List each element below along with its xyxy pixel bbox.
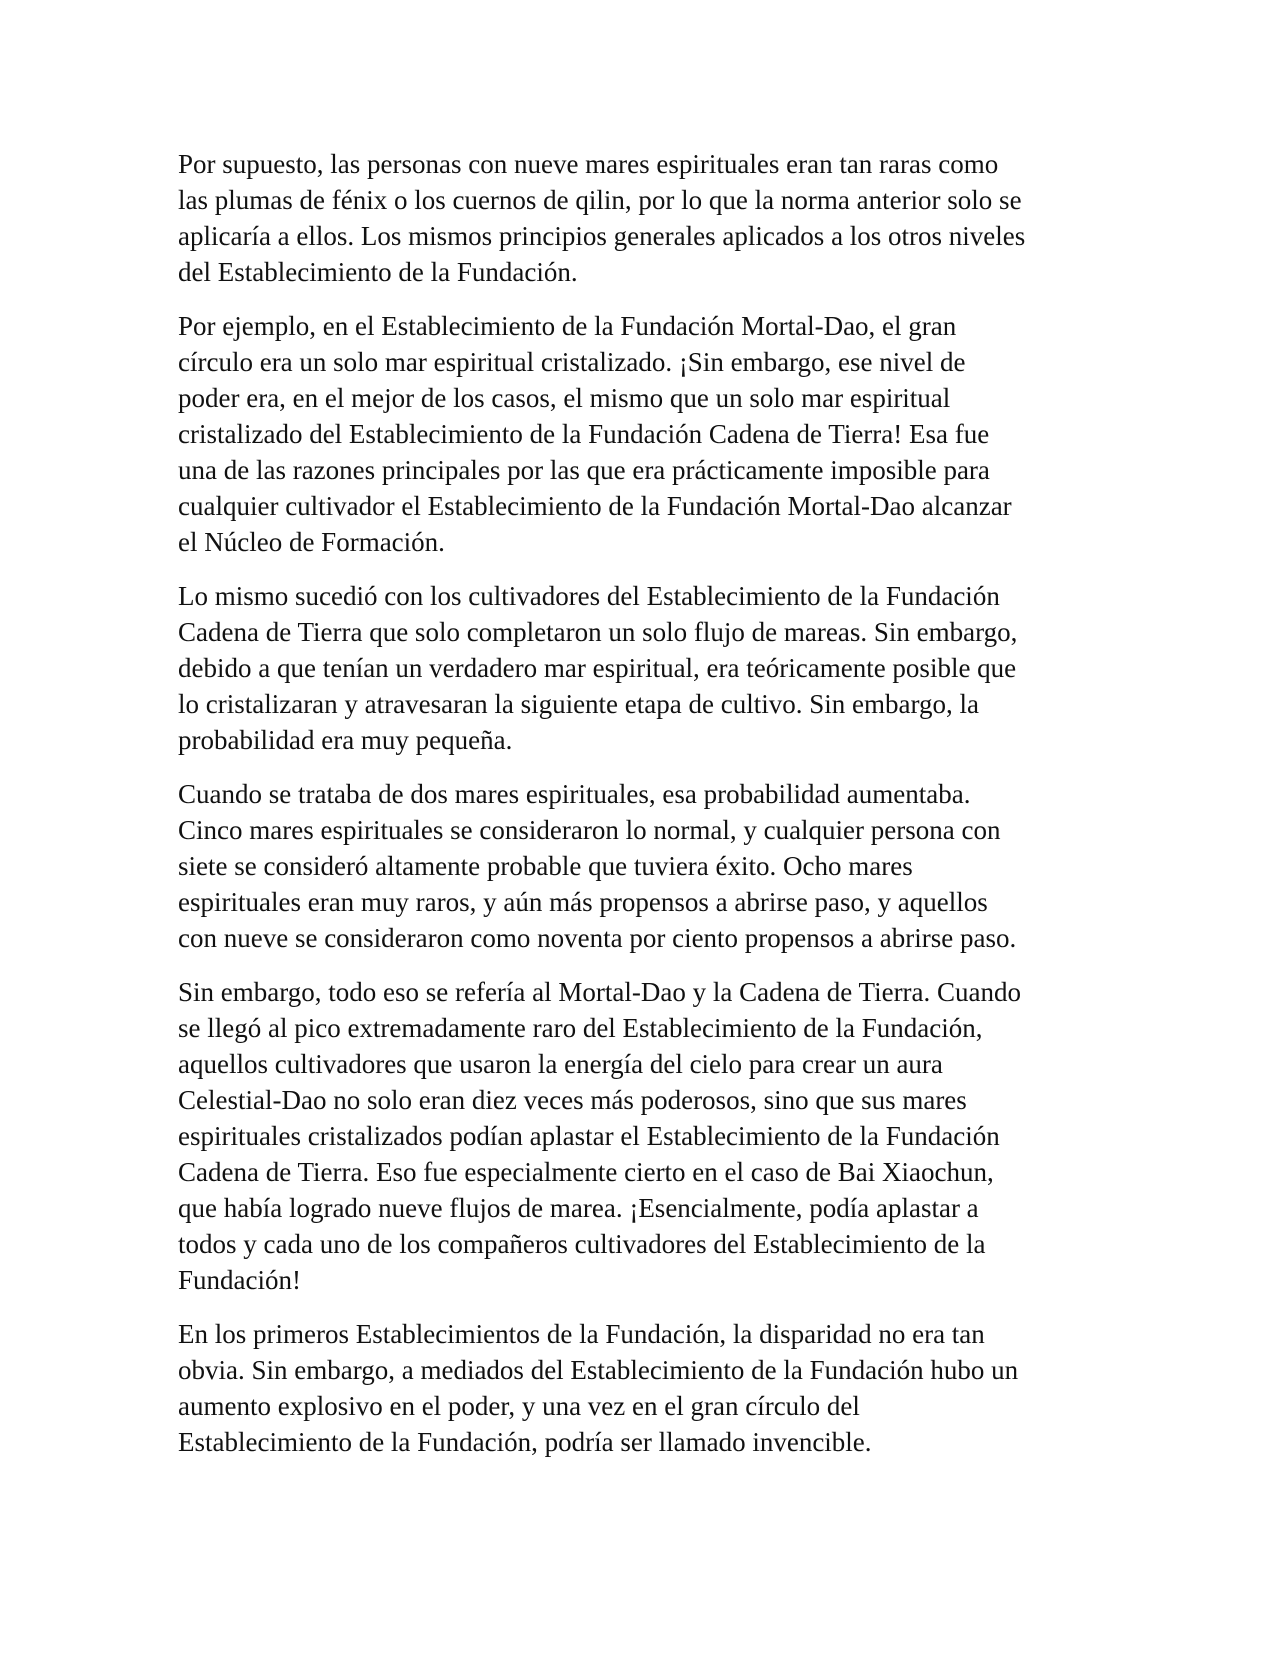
paragraph: Sin embargo, todo eso se refería al Mortal-Dao y la Cadena de Tierra. Cuando se llegó al pico extremadamente raro del Establecimiento de la Fundación, aquellos cultivadores que usaron la energía del cielo para crear un aura Celestial-Dao no solo eran diez veces más poderosos, sino que sus mares espirituales cristalizados podían aplastar el Establecimiento de la Fundación Cadena de Tierra. Eso fue especialmente cierto en el caso de Bai Xiaochun, que había logrado nueve flujos de marea. ¡Esencialmente, podía aplastar a todos y cada uno de los compañeros cultivadores del Establecimiento de la Fundación! [178,977,1022,1295]
paragraph: En los primeros Establecimientos de la Fundación, la disparidad no era tan obvia. Sin embargo, a mediados del Establecimiento de la Fundación hubo un aumento explosivo en el poder, y una vez en el gran círculo del Establecimiento de la Fundación, podría ser llamado invencible. [178,1319,1019,1457]
document-page [178,146,1108,1478]
paragraph: Por supuesto, las personas con nueve mares espirituales eran tan raras como las plumas de fénix o los cuernos de qilin, por lo que la norma anterior solo se aplicaría a ellos. Los mismos principios generales aplicados a los otros niveles del Establecimiento de la Fundación. [178,149,1026,287]
paragraph: Cuando se trataba de dos mares espirituales, esa probabilidad aumentaba. Cinco mares espirituales se consideraron lo normal, y cualquier persona con siete se consideró altamente probable que tuviera éxito. Ocho mares espirituales eran muy raros, y aún más propensos a abrirse paso, y aquellos con nueve se consideraron como noventa por ciento propensos a abrirse paso. [178,779,1017,953]
paragraph: Por ejemplo, en el Establecimiento de la Fundación Mortal-Dao, el gran círculo era un solo mar espiritual cristalizado. ¡Sin embargo, ese nivel de poder era, en el mejor de los casos, el mismo que un solo mar espiritual cristalizado del Establecimiento de la Fundación Cadena de Tierra! Esa fue una de las razones principales por las que era prácticamente imposible para cualquier cultivador el Establecimiento de la Fundación Mortal-Dao alcanzar el Núcleo de Formación. [178,311,1012,557]
paragraph: Lo mismo sucedió con los cultivadores del Establecimiento de la Fundación Cadena de Tierra que solo completaron un solo flujo de mareas. Sin embargo, debido a que tenían un verdadero mar espiritual, era teóricamente posible que lo cristalizaran y atravesaran la siguiente etapa de cultivo. Sin embargo, la probabilidad era muy pequeña. [178,581,1018,755]
